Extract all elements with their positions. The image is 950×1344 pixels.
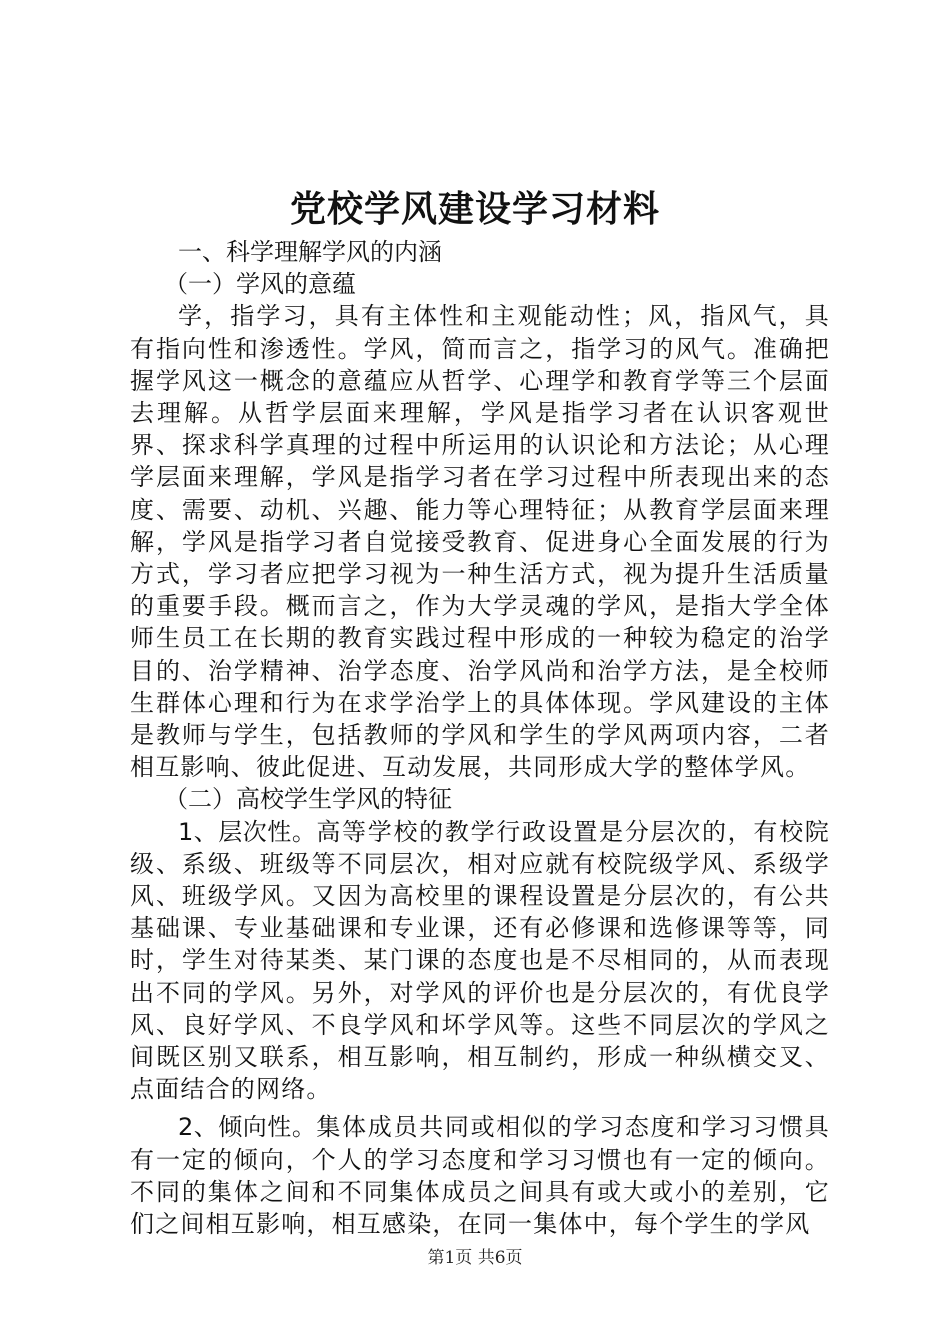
point-lead-hierarchy: 1、层次性。 xyxy=(178,817,317,846)
point-text-tendency: 集体成员共同或相似的学习态度和学习习惯具有一定的倾向，个人的学习态度和学习习惯也有一定的倾向。不同的集体之间和不同集体成员之间具有或大或小的差别，它们之间相互影响，相互感染，在同一集体中，每个学生的学风 xyxy=(130,1113,830,1239)
point-text-hierarchy: 高等学校的教学行政设置是分层次的，有校院级、系级、班级等不同层次，相对应就有校院级学风、系级学风、班级学风。又因为高校里的课程设置是分层次的，有公共基础课、专业基础课和专业课，还有必修课和选修课等等，同时，学生对待某类、某门课的态度也是不尽相同的，从而表现出不同的学风。另外，对学风的评价也是分层次的，有优良学风、良好学风、不良学风和坏学风等。这些不同层次的学风之间既区别又联系，相互影响，相互制约，形成一种纵横交叉、点面结合的网络。 xyxy=(130,817,830,1104)
paragraph-hierarchy xyxy=(130,816,830,1106)
section-heading: 一、科学理解学风的内涵 xyxy=(178,238,442,266)
subsection-heading-characteristics: （二）高校学生学风的特征 xyxy=(164,785,452,814)
subsection-heading-meaning: （一）学风的意蕴 xyxy=(164,270,356,299)
paragraph-tendency xyxy=(130,1111,830,1240)
document-body xyxy=(130,236,830,1240)
paragraph-meaning: 学，指学习，具有主体性和主观能动性；风，指风气，具有指向性和渗透性。学风，简而言之，指学习的风气。准确把握学风这一概念的意蕴应从哲学、心理学和教育学等三个层面去理解。从哲学层面来理解，学风是指学习者在认识客观世界、探求科学真理的过程中所运用的认识论和方法论；从心理学层面来理解，学风是指学习者在学习过程中所表现出来的态度、需要、动机、兴趣、能力等心理特征；从教育学层面来理解，学风是指学习者自觉接受教育、促进身心全面发展的行为方式，学习者应把学习视为一种生活方式，视为提升生活质量的重要手段。概而言之，作为大学灵魂的学风，是指大学全体师生员工在长期的教育实践过程中形成的一种较为稳定的治学目的、治学精神、治学态度、治学风尚和治学方法，是全校师生群体心理和行为在求学治学上的具体体现。学风建设的主体是教师与学生，包括教师的学风和学生的学风两项内容，二者相互影响、彼此促进、互动发展，共同形成大学的整体学风。 xyxy=(130,302,830,782)
document-title: 党校学风建设学习材料 xyxy=(289,189,660,230)
point-lead-tendency: 2、倾向性。 xyxy=(178,1113,317,1142)
page-footer: 第1页 共6页 xyxy=(427,1248,523,1268)
